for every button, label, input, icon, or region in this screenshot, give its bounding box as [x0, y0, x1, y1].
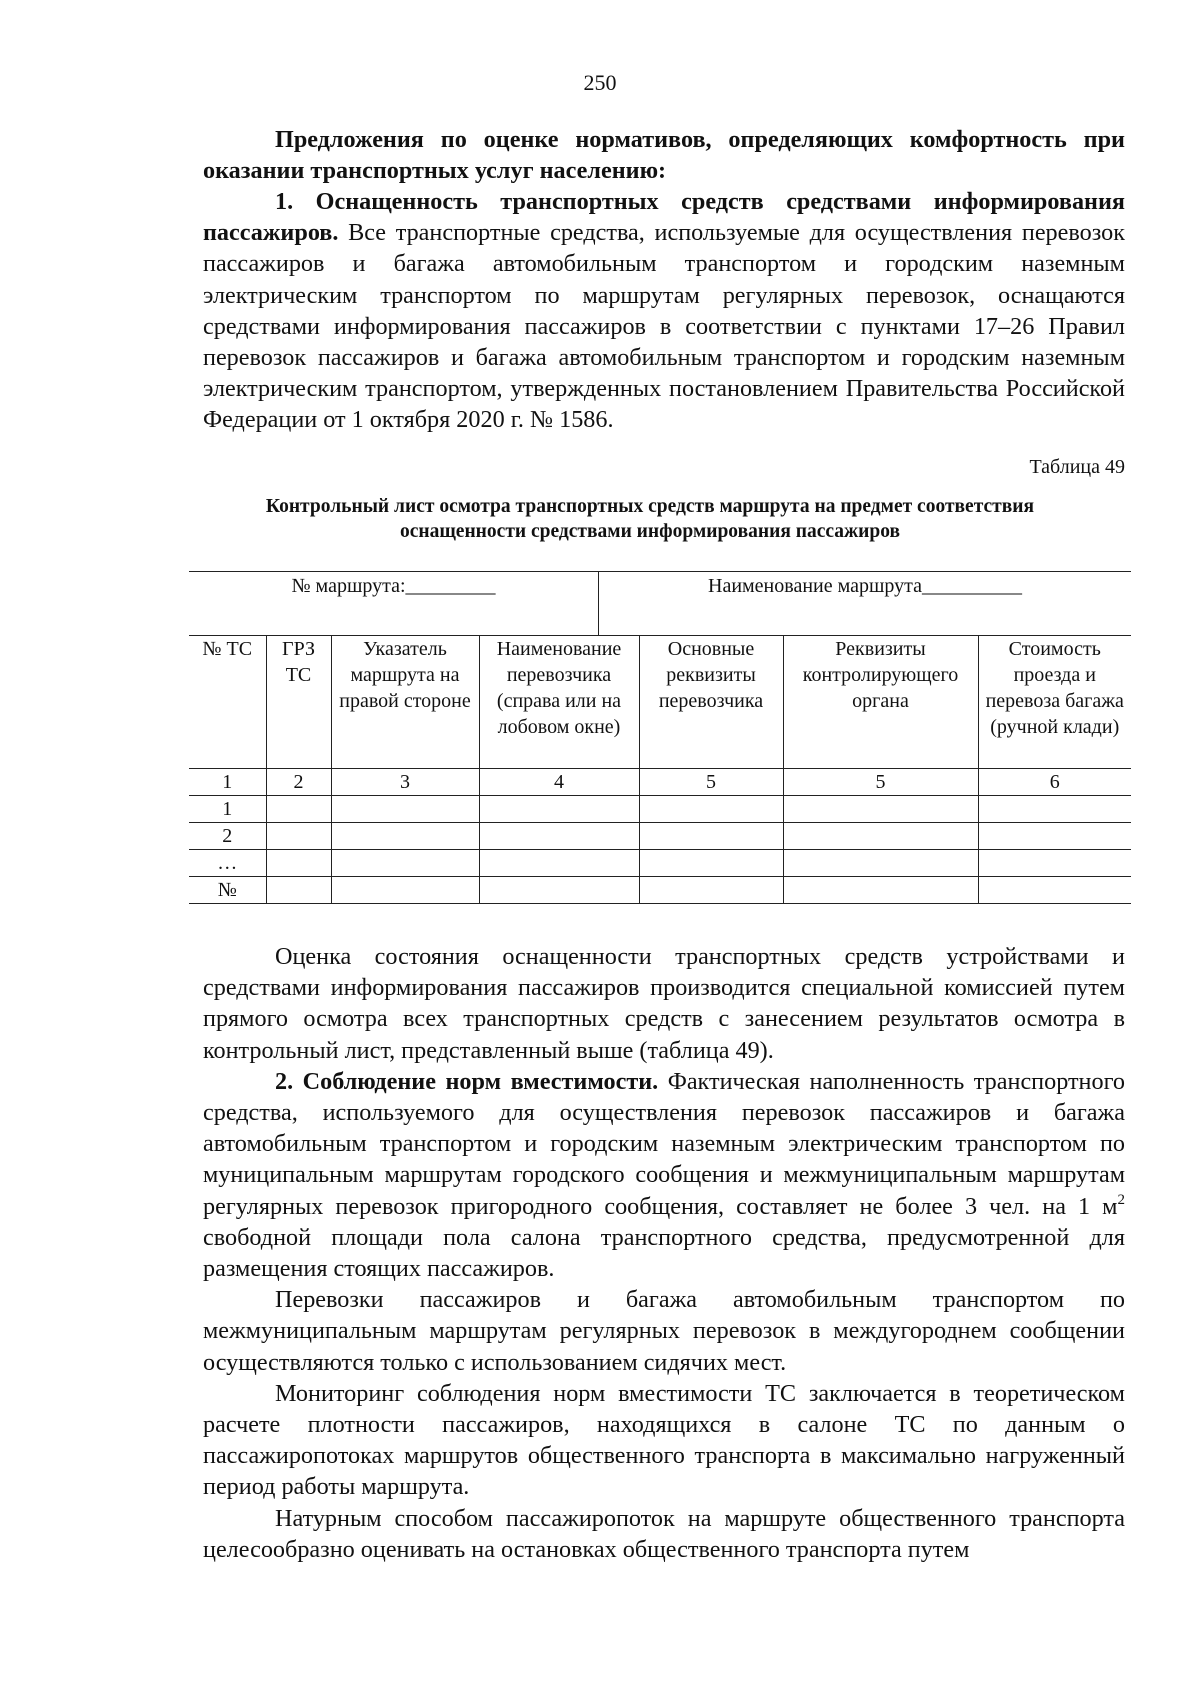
- page-number: 250: [583, 70, 617, 95]
- checklist-table: [189, 635, 1131, 904]
- route-form-header: [189, 571, 1131, 636]
- table-cell: [266, 796, 331, 823]
- table-cell: [266, 823, 331, 850]
- table-cell: [331, 850, 479, 877]
- column-header: Наименование перевозчика (справа или на лобовом окне): [479, 636, 639, 769]
- table-cell: [978, 850, 1131, 877]
- table-caption-line2: оснащенности средствами информирования пассажиров: [399, 521, 901, 542]
- table-cell: [639, 823, 783, 850]
- column-number: 3: [331, 769, 479, 796]
- column-header: Указатель маршрута на правой стороне: [331, 636, 479, 769]
- column-number-row: [189, 769, 1131, 796]
- column-header: Реквизиты контролирующего органа: [783, 636, 978, 769]
- table-row: [189, 877, 1131, 904]
- column-header: № ТС: [189, 636, 266, 769]
- row-label: …: [189, 850, 266, 877]
- paragraph-monitoring: Мониторинг соблюдения норм вместимости ТС заключается в теоретическом расчете плотности пассажиров, находящихся в салоне ТС по данным о пассажиропотоках маршрутов общественного транспорта в максимально нагруженный период работы маршрута.: [203, 1379, 1125, 1501]
- table-row: [189, 823, 1131, 850]
- section1-text: Все транспортные средства, используемые для осуществления перевозок пассажиров и багажа автомобильным транспортом и городским наземным электрическим транспортом по маршрутам регулярных перевозок, оснащаются средствами информирования пассажиров в соответствии с пунктами 17–26 Правил перевозок пассажиров и багажа автомобильным транспортом и городским наземным электрическим транспортом, утвержденных постановлением Правительства Российской Федерации от 1 октября 2020 г. № 1586.: [203, 219, 1125, 434]
- table-row: [189, 796, 1131, 823]
- table-cell: [266, 850, 331, 877]
- section1-title: 1. Оснащенность транспортных средств средствами информирования пассажиров.: [203, 188, 1125, 247]
- table-cell: [639, 796, 783, 823]
- table-cell: [978, 796, 1131, 823]
- table-cell: [783, 823, 978, 850]
- table-cell: [479, 796, 639, 823]
- column-number: 5: [783, 769, 978, 796]
- column-number: 5: [639, 769, 783, 796]
- section2-text-end: свободной площади пола салона транспортного средства, предусмотренной для размещения стоящих пассажиров.: [203, 1223, 1125, 1283]
- column-number: 2: [266, 769, 331, 796]
- table-cell: [331, 796, 479, 823]
- superscript-2: 2: [1117, 1191, 1125, 1208]
- row-label: 1: [189, 796, 266, 823]
- section2-paragraph: [203, 1066, 1125, 1284]
- table-cell: [479, 823, 639, 850]
- column-number: 4: [479, 769, 639, 796]
- section2-text: Фактическая наполненность транспортного средства, используемого для осуществления перевозок пассажиров и багажа автомобильным транспортом и городским наземным электрическим транспортом по муниципальным маршрутам городского сообщения и межмуниципальным маршрутам регулярных перевозок пригородного сообщения, составляет не более 3 чел. на 1 м: [203, 1067, 1126, 1220]
- section-heading-text: Предложения по оценке нормативов, определяющих комфортность при оказании транспортных услуг населению:: [203, 126, 1125, 185]
- table-cell: [639, 877, 783, 904]
- table-label: Таблица 49: [1029, 456, 1125, 478]
- column-number: 6: [978, 769, 1131, 796]
- table-caption-line1: Контрольный лист осмотра транспортных средств маршрута на предмет соответствия: [265, 496, 1035, 517]
- section2-title: 2. Соблюдение норм вместимости.: [275, 1067, 659, 1095]
- row-label: №: [189, 877, 266, 904]
- column-number: 1: [189, 769, 266, 796]
- table-cell: [978, 823, 1131, 850]
- route-number-field: № маршрута:_________: [291, 575, 496, 597]
- table-cell: [783, 850, 978, 877]
- section1-paragraph: [203, 186, 1125, 436]
- table-cell: [783, 796, 978, 823]
- table-cell: [978, 877, 1131, 904]
- table-cell: [331, 823, 479, 850]
- route-name-field: Наименование маршрута__________: [708, 575, 1022, 597]
- paragraph-assessment: Оценка состояния оснащенности транспортных средств устройствами и средствами информирования пассажиров производится специальной комиссией путем прямого осмотра всех транспортных средств с занесением результатов осмотра в контрольный лист, представленный выше (таблица 49).: [203, 943, 1125, 1064]
- body-after-table: [203, 941, 1125, 1565]
- column-header: Основные реквизиты перевозчика: [639, 636, 783, 769]
- table-cell: [639, 850, 783, 877]
- table-row: [189, 850, 1131, 877]
- table-cell: [266, 877, 331, 904]
- table-cell: [479, 877, 639, 904]
- row-label: 2: [189, 823, 266, 850]
- column-header: ГРЗ ТС: [266, 636, 331, 769]
- section-heading: [203, 124, 1125, 186]
- table-cell: [479, 850, 639, 877]
- table-caption: [150, 494, 1150, 544]
- paragraph-intercity: Перевозки пассажиров и багажа автомобильным транспортом по межмуниципальным маршрутам регулярных перевозок в междугороднем сообщении осуществляются только с использованием сидячих мест.: [203, 1286, 1125, 1376]
- paragraph-field-method: Натурным способом пассажиропоток на маршруте общественного транспорта целесообразно оценивать на остановках общественного транспорта путем: [203, 1504, 1125, 1563]
- table-cell: [331, 877, 479, 904]
- column-header: Стоимость проезда и перевоза багажа (ручной клади): [978, 636, 1131, 769]
- table-cell: [783, 877, 978, 904]
- table-header-row: [189, 636, 1131, 769]
